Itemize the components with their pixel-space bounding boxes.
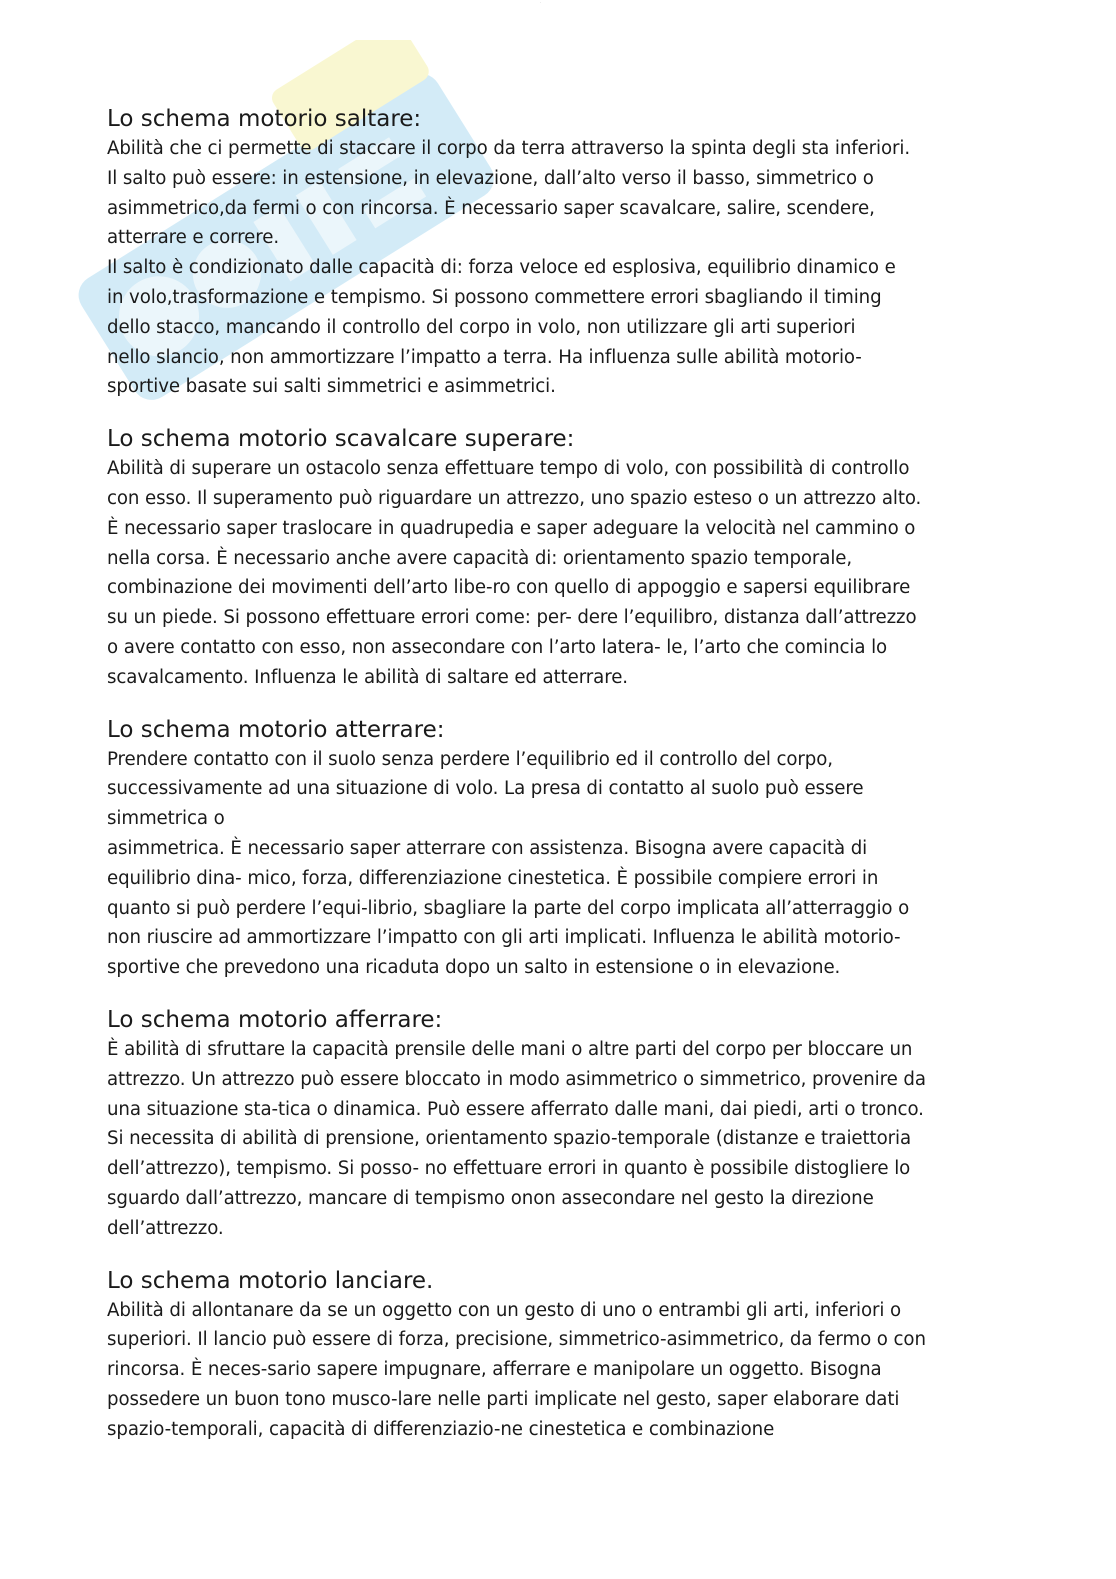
section-title: Lo schema motorio scavalcare superare: — [107, 426, 575, 453]
section-paragraph: Prendere contatto con il suolo senza perdere l’equilibrio ed il controllo del corpo, successivamente ad una situazione di volo. La presa di contatto al suolo può essere simmetrica o asimmetrica. È necessario saper atterrare con assistenza. Bisogna avere capacità di equilibrio dina- mico, forza, differenziazione cinestetica. È possibile compiere errori in quanto si può perdere l’equi-librio, sbagliare la parte del corpo implicata all’atterraggio o non riuscire ad ammortizzare l’impatto con gli arti implicati. Influenza le abilità motorio- sportive che prevedono una ricaduta dopo un salto in estensione o in elevazione. — [107, 748, 910, 979]
section-paragraph: Abilità di allontanare da se un oggetto con un gesto di uno o entrambi gli arti, inferiori o superiori. Il lancio può essere di forza, precisione, simmetrico-asimmetrico, da fermo o con rincorsa. È neces-sario sapere impugnare, afferrare e manipolare un oggetto. Bisogna possedere un buon tono musco-lare nelle parti implicate nel gesto, saper elaborare dati spazio-temporali, capacità di differenziazio-ne cinestetica e combinazione — [107, 1299, 926, 1440]
section-title: Lo schema motorio lanciare. — [107, 1267, 434, 1294]
section-scavalcare — [107, 424, 1007, 692]
section-paragraph: Abilità che ci permette di staccare il corpo da terra attraverso la spinta degli sta inferiori. Il salto può essere: in estensione, in elevazione, dall’alto verso il basso, simmetrico o asimmetrico,da fermi o con rincorsa. È necessario saper scavalcare, salire, scendere, atterrare e correre. Il salto è condizionato dalle capacità di: forza veloce ed esplosiva, equilibrio dinamico e in volo,trasformazione e tempismo. Si possono commettere errori sbagliando il timing dello stacco, mancando il controllo del corpo in volo, non utilizzare gli arti superiori nello slancio, non ammortizzare l’impatto a terra. Ha influenza sulle abilità motorio- sportive basate sui salti simmetrici e asimmetrici. — [107, 138, 911, 398]
section-title: Lo schema motorio atterrare: — [107, 716, 445, 743]
section-paragraph: Abilità di superare un ostacolo senza effettuare tempo di volo, con possibilità di controllo con esso. Il superamento può riguardare un attrezzo, uno spazio esteso o un attrezzo alto. È necessario saper traslocare in quadrupedia e saper adeguare la velocità nel cammino o nella corsa. È necessario anche avere capacità di: orientamento spazio temporale, combinazione dei movimenti dell’arto libe-ro con quello di appoggio e sapersi equilibrare su un piede. Si possono effettuare errori come: per- dere l’equilibro, distanza dall’attrezzo o avere contatto con esso, non assecondare con l’arto latera- le, l’arto che comincia lo scavalcamento. Influenza le abilità di saltare ed atterrare. — [107, 458, 922, 688]
top-header-mark: · — [540, 0, 542, 5]
document-body — [107, 104, 1007, 1466]
section-lanciare — [107, 1266, 1007, 1445]
section-title: Lo schema motorio saltare: — [107, 106, 422, 132]
section-paragraph: È abilità di sfruttare la capacità prensile delle mani o altre parti del corpo per bloccare un attrezzo. Un attrezzo può essere bloccato in modo asimmetrico o simmetrico, provenire da una situazione sta-tica o dinamica. Può essere afferrato dalle mani, dai piedi, arti o tronco. Si necessita di abilità di prensione, orientamento spazio-temporale (distanze e traiettoria dell’attrezzo), tempismo. Si posso- no effettuare errori in quanto è possibile distogliere lo sguardo dall’attrezzo, mancare di tempismo onon assecondare nel gesto la direzione dell’attrezzo. — [107, 1038, 926, 1239]
section-afferrare — [107, 1005, 1007, 1244]
section-atterrare — [107, 715, 1007, 983]
section-title: Lo schema motorio afferrare: — [107, 1006, 443, 1033]
section-saltare — [107, 104, 1007, 402]
